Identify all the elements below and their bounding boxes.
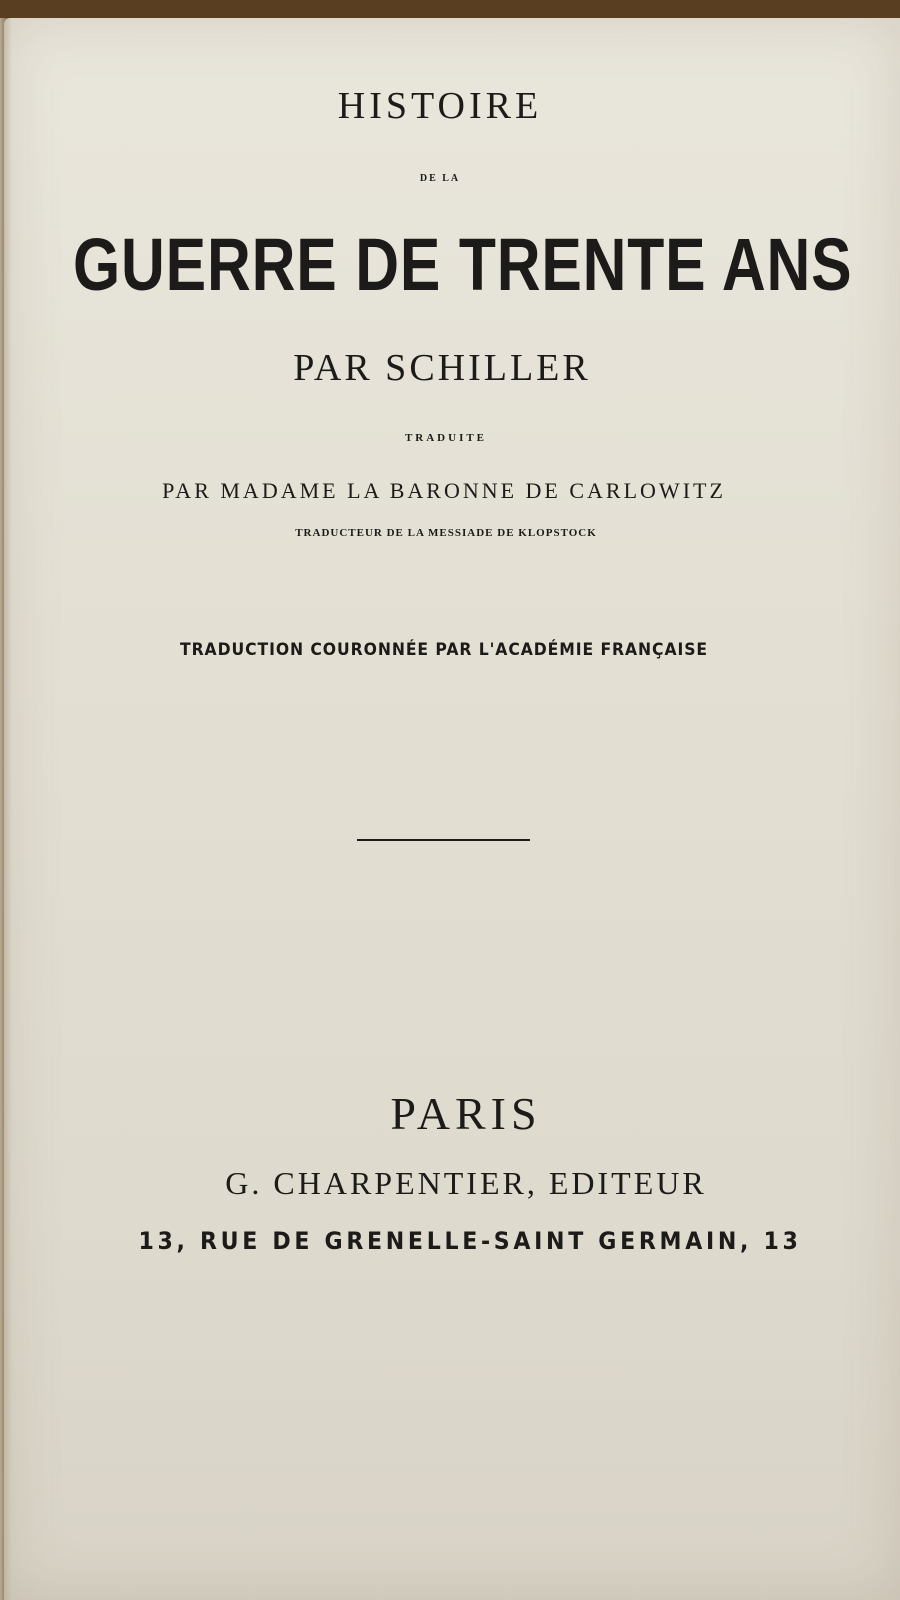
heading-histoire: HISTOIRE <box>337 85 543 127</box>
translated-label: TRADUITE <box>404 432 488 444</box>
imprint-address: 13, RUE DE GRENELLE-SAINT GERMAIN, 13 <box>138 1227 802 1255</box>
heading-de-la: DE LA <box>419 173 461 184</box>
award-line: TRADUCTION COURONNÉE PAR L'ACADÉMIE FRANÇAISE <box>179 640 708 660</box>
imprint-publisher: G. CHARPENTIER, EDITEUR <box>225 1165 707 1201</box>
book-title: GUERRE DE TRENTE ANS <box>73 223 853 306</box>
translator-line: PAR MADAME LA BARONNE DE CARLOWITZ <box>162 478 726 503</box>
divider-rule <box>357 839 530 841</box>
imprint-city: PARIS <box>390 1088 542 1139</box>
translator-note: TRADUCTEUR DE LA MESSIADE DE KLOPSTOCK <box>295 527 597 539</box>
page-edge-shadow <box>0 18 12 1600</box>
author-line: PAR SCHILLER <box>293 347 591 389</box>
